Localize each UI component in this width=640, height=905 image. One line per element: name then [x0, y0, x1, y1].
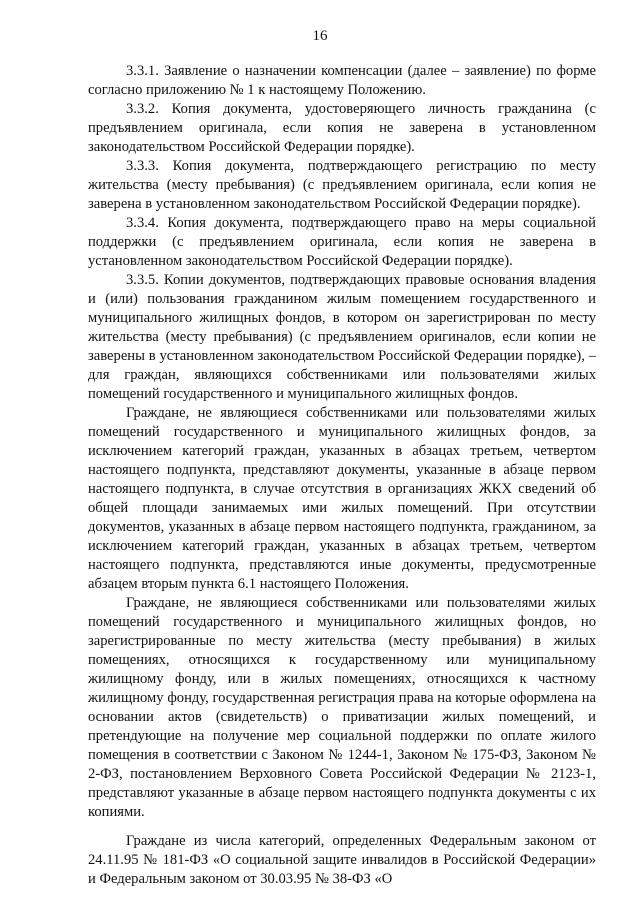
paragraph-3-3-2: 3.3.2. Копия документа, удостоверяющего личность гражданина (с предъявлением оригинала, если копия не заверена в установленном законодательством Российской Федерации порядке).: [88, 101, 596, 155]
paragraph-3-3-5: 3.3.5. Копии документов, подтверждающих правовые основания владения и (или) пользования гражданином жилым помещением государственного и муниципального жилищных фондов, в котором он зарегистрирован по месту жительства (месту пребывания) (с предъявлением оригиналов, если копии не заверены в установленном законодательством Российской Федерации порядке), – для граждан, являющихся собственниками или пользователями жилых помещений государственного и муниципального жилищных фондов.: [88, 272, 596, 402]
paragraph-3-3-4: 3.3.4. Копия документа, подтверждающего право на меры социальной поддержки (с предъявлением оригинала, если копия не заверена в установленном законодательством Российской Федерации порядке).: [88, 215, 596, 269]
paragraph-federal-law-categories: Граждане из числа категорий, определенных Федеральным законом от 24.11.95 № 181-ФЗ «О социальной защите инвалидов в Российской Федерации» и Федеральным законом от 30.03.95 № 38-ФЗ «О: [88, 833, 596, 887]
paragraph-non-owners: Граждане, не являющиеся собственниками или пользователями жилых помещений государственного и муниципального жилищных фондов, за исключением категорий граждан, указанных в абзацах третьем, четвертом настоящего подпункта, представляют документы, указанные в абзаце первом настоящего подпункта, в случае отсутствия в организациях ЖКХ сведений об общей площади занимаемых ими жилых помещений. При отсутствии документов, указанных в абзаце первом настоящего подпункта, гражданином, за исключением категорий граждан, указанных в абзацах третьем, четвертом настоящего подпункта, представляются иные документы, предусмотренные абзацем вторым пункта 6.1 настоящего Положения.: [88, 405, 596, 592]
paragraph-3-3-3: 3.3.3. Копия документа, подтверждающего регистрацию по месту жительства (месту пребывания) (с предъявлением оригинала, если копия не заверена в установленном законодательством Российской Федерации порядке).: [88, 158, 596, 212]
page-number: 16: [312, 28, 328, 44]
document-body: [88, 62, 596, 889]
paragraph-3-3-1: 3.3.1. Заявление о назначении компенсации (далее – заявление) по форме согласно приложению № 1 к настоящему Положению.: [88, 63, 596, 98]
paragraph-registered-residents: Граждане, не являющиеся собственниками или пользователями жилых помещений государственного и муниципального жилищных фондов, но зарегистрированные по месту жительства (месту пребывания) в жилых помещениях, относящихся к государственному или муниципальному жилищному фонду, или в жилых помещениях, относящихся к частному жилищному фонду, государственная регистрация права на которые оформлена на основании актов (свидетельств) о приватизации жилых помещений, и претендующие на получение мер социальной поддержки по оплате жилого помещения в соответствии с Законом № 1244-1, Законом № 175-ФЗ, Законом № 2-ФЗ, постановлением Верховного Совета Российской Федерации № 2123-1, представляют указанные в абзаце первом настоящего подпункта документы с их копиями.: [88, 595, 596, 820]
